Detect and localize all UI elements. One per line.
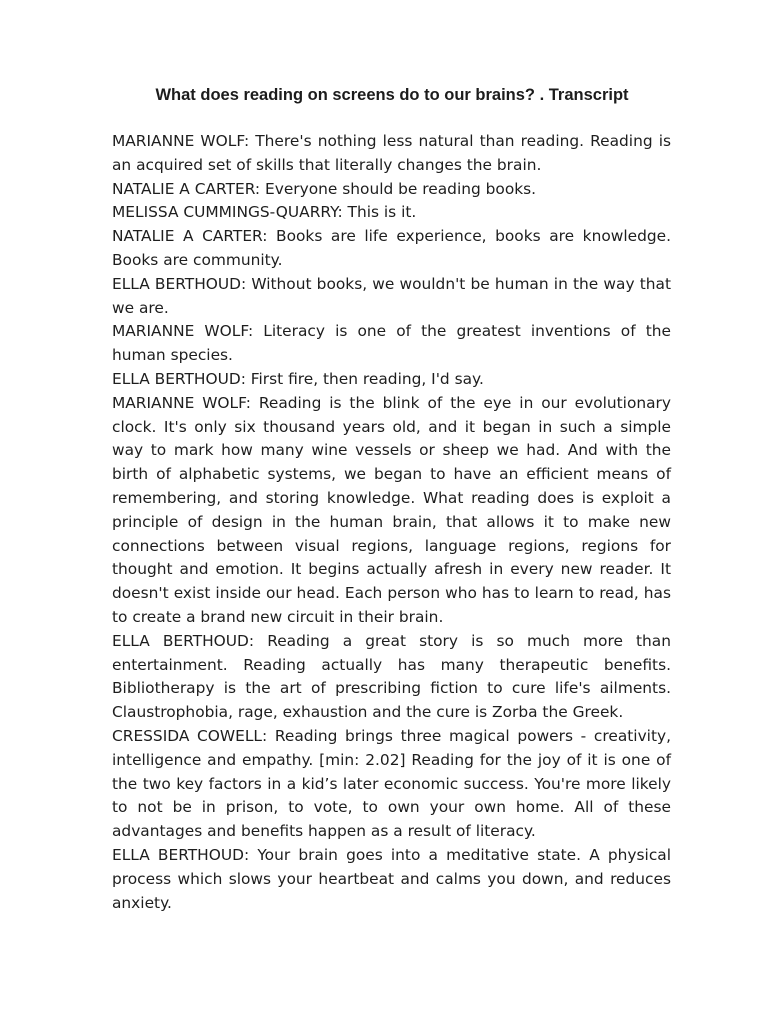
transcript-body — [112, 130, 671, 915]
transcript-paragraph: ELLA BERTHOUD: Without books, we wouldn't be human in the way that we are. — [112, 274, 671, 317]
transcript-paragraph: CRESSIDA COWELL: Reading brings three magical powers - creativity, intelligence and empathy. [min: 2.02] Reading for the joy of it is one of the two key factors in a kid’s later economic success. You're more likely to not be in prison, to vote, to own your own home. All of these advantages and benefits happen as a result of literacy. — [112, 726, 671, 841]
transcript-paragraph: NATALIE A CARTER: Everyone should be reading books. — [112, 179, 537, 198]
transcript-paragraph: MELISSA CUMMINGS-QUARRY: This is it. — [112, 203, 417, 222]
transcript-paragraph: MARIANNE WOLF: Literacy is one of the greatest inventions of the human species. — [112, 322, 671, 365]
transcript-paragraph: MARIANNE WOLF: Reading is the blink of the eye in our evolutionary clock. It's only six thousand years old, and it began in such a simple way to mark how many wine vessels or sheep we had. And with the birth of alphabetic systems, we began to have an efficient means of remembering, and storing knowledge. What reading does is exploit a principle of design in the human brain, that allows it to make new connections between visual regions, language regions, regions for thought and emotion. It begins actually afresh in every new reader. It doesn't exist inside our head. Each person who has to learn to read, has to create a brand new circuit in their brain. — [112, 393, 671, 626]
transcript-paragraph: ELLA BERTHOUD: Reading a great story is so much more than entertainment. Reading actually has many therapeutic benefits. Bibliotherapy is the art of prescribing fiction to cure life's ailments. Claustrophobia, rage, exhaustion and the cure is Zorba the Greek. — [112, 631, 671, 722]
transcript-paragraph: ELLA BERTHOUD: Your brain goes into a meditative state. A physical process which slows your heartbeat and calms you down, and reduces anxiety. — [112, 845, 671, 912]
document-title: What does reading on screens do to our brains? . Transcript — [155, 86, 629, 104]
transcript-paragraph: MARIANNE WOLF: There's nothing less natural than reading. Reading is an acquired set of skills that literally changes the brain. — [112, 132, 671, 174]
transcript-paragraph: ELLA BERTHOUD: First fire, then reading, I'd say. — [112, 369, 484, 388]
transcript-paragraph: NATALIE A CARTER: Books are life experience, books are knowledge. Books are community. — [112, 227, 671, 269]
